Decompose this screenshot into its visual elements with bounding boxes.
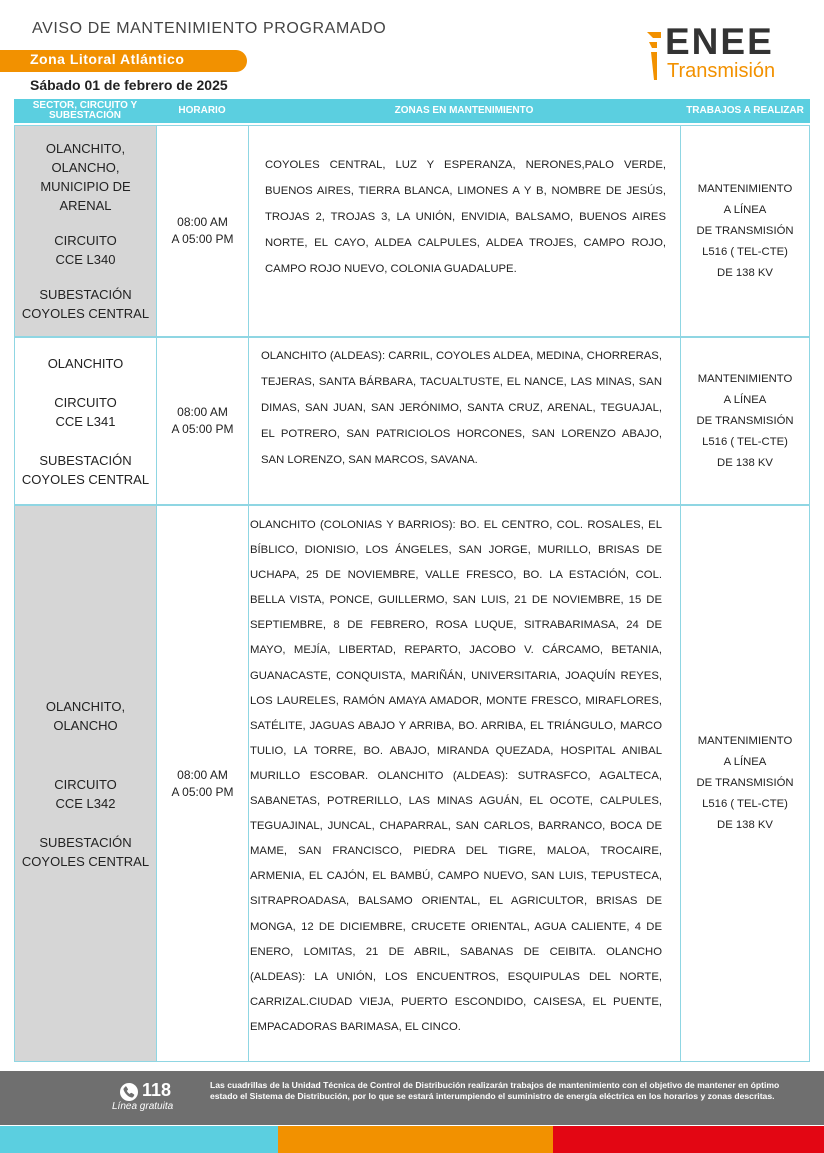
circuito-code: CCE L340 [55, 252, 116, 267]
trabajos-line: DE TRANSMISIÓN [696, 414, 794, 427]
horario-start: 08:00 AM [177, 767, 228, 782]
circuito-label: CIRCUITO [54, 394, 117, 410]
trabajos-line: DE TRANSMISIÓN [696, 224, 794, 237]
trabajos-line: L516 ( TEL-CTE) [702, 798, 788, 810]
header-sector-line1: SECTOR, CIRCUITO Y [32, 100, 138, 111]
trabajos-line: MANTENIMIENTO [697, 182, 793, 195]
header-zonas: ZONAS EN MANTENIMIENTO [394, 105, 534, 116]
notice-date: Sábado 01 de febrero de 2025 [30, 77, 228, 93]
horario-end: A 05:00 PM [171, 232, 234, 246]
horario-cell [156, 337, 249, 505]
hotline-number: 118 [142, 1080, 172, 1100]
trabajos-line: DE 138 KV [717, 266, 773, 279]
footer-bar-cyan [0, 1126, 278, 1153]
header-sector [14, 99, 156, 123]
zonas-cell: COYOLES CENTRAL, LUZ Y ESPERANZA, NERONES,PALO VERDE, BUENOS AIRES, TIERRA BLANCA, LIMONES A Y B, NOMBRE DE JESÚS, TROJAS 2, TROJAS 3, LA UNIÓN, ENVIDIA, BALSAMO, BUENOS AIRES NORTE, EL CAYO, ALDEA CALPULES, ALDEA TROJES, CAMPO ROJO, CAMPO ROJO NUEVO, COLONIA GUADALUPE. [248, 125, 681, 337]
subestacion-name: COYOLES CENTRAL [21, 306, 150, 321]
header-trabajos: TRABAJOS A REALIZAR [686, 105, 804, 116]
circuito-label: CIRCUITO [54, 776, 117, 792]
trabajos-line: A LÍNEA [723, 393, 767, 406]
trabajos-line: MANTENIMIENTO [697, 735, 793, 747]
horario-end: A 05:00 PM [171, 784, 234, 799]
hotline-label: Línea gratuita [112, 1101, 174, 1112]
subestacion-label: SUBESTACIÓN [39, 834, 132, 850]
trabajos-line: L516 ( TEL-CTE) [702, 435, 788, 448]
horario-cell [156, 505, 249, 1062]
page-title: AVISO DE MANTENIMIENTO PROGRAMADO [32, 20, 387, 37]
sector-line: OLANCHITO, [45, 698, 126, 714]
table-header [14, 99, 810, 123]
footer-bar-red [553, 1126, 824, 1153]
subestacion-label: SUBESTACIÓN [39, 452, 132, 468]
footer-bar-orange [278, 1126, 553, 1153]
subestacion-label: SUBESTACIÓN [39, 287, 132, 302]
horario-start: 08:00 AM [177, 215, 228, 229]
sector-cell [14, 505, 157, 1062]
table-row [14, 337, 810, 505]
table-row [14, 505, 810, 1062]
circuito-code: CCE L341 [55, 413, 116, 429]
logo-transmision-text: Transmisión [667, 60, 776, 82]
logo-enee-text: ENEE [665, 21, 774, 62]
horario-start: 08:00 AM [177, 405, 228, 419]
horario-cell [156, 125, 249, 337]
trabajos-cell [680, 505, 810, 1062]
sector-line: ARENAL [59, 198, 112, 213]
trabajos-line: A LÍNEA [723, 203, 767, 216]
sector-line: MUNICIPIO DE [40, 179, 131, 194]
zonas-cell: OLANCHITO (COLONIAS Y BARRIOS): BO. EL CENTRO, COL. ROSALES, EL BÍBLICO, DIONISIO, LOS ÁNGELES, SAN JORGE, MURILLO, BRISAS DE UCHAPA, 25 DE NOVIEMBRE, VALLE FRESCO, BO. LA ESTACIÓN, COL. BELLA VISTA, PONCE, GUILLERMO, SAN LUIS, 21 DE NOVIEMBRE, 15 DE SEPTIEMBRE, 8 DE FEBRERO, ROSA LUQUE, SITRABARIMASA, 24 DE MAYO, MEJÍA, LIBERTAD, REPARTO, JACOBO V. CÁRCAMO, BETANIA, GUANACASTE, CONQUISTA, MARIÑÁN, UNIVERSITARIA, JOAQUÍN REYES, LOS LAURELES, RAMÓN AMAYA AMADOR, MONTE FRESCO, MIRAFLORES, SATÉLITE, JAGUAS ABAJO Y ARRIBA, BO. ARRIBA, EL TRIÁNGULO, MARCO TULIO, LA TORRE, BO. ABAJO, MIRANDA QUEZADA, HOSPITAL ANIBAL MURILLO ESCOBAR. OLANCHITO (ALDEAS): SUTRASFCO, AGALTECA, SABANETAS, POTRERILLO, LAS MINAS AGUÁN, EL OCOTE, CALPULES, TEGUAJINAL, JUNCAL, CHAPARRAL, SAN CARLOS, BARRANCO, BOCA DE MAME, SAN FRANCISCO, PIEDRA DEL TIGRE, MALOA, TROCAIRE, ARMENIA, EL CAJÓN, EL BAMBÚ, CAMPO NUEVO, SAN LUIS, TEPUSTECA, SITRAPROADASA, BALSAMO ORIENTAL, EL AGRICULTOR, BRISAS DE MONGA, 12 DE DICIEMBRE, CRUCETE ORIENTAL, AGUA CALIENTE, 4 DE ENERO, LOMITAS, 21 DE ABRIL, SABANAS DE CEIBITA. OLANCHO (ALDEAS): LA UNIÓN, LOS ENCUENTROS, ESQUIPULAS DEL NORTE, CARRIZAL.CIUDAD VIEJA, PUERTO ESCONDIDO, CAISESA, EL PUENTE, EMPACADORAS BARIMASA, EL CINCO. [248, 505, 681, 1062]
horario-end: A 05:00 PM [171, 422, 234, 436]
circuito-code: CCE L342 [55, 795, 116, 811]
trabajos-line: MANTENIMIENTO [697, 372, 793, 385]
trabajos-cell [680, 337, 810, 505]
sector-line: OLANCHO, [51, 160, 120, 175]
footer-notice: Las cuadrillas de la Unidad Técnica de Control de Distribución realizarán trabajos de mantenimiento con el objetivo de mantener en óptimo estado el Sistema de Distribución, por lo que se estará interumpiendo el suministro de energía eléctrica en los horarios y zonas descritas. [210, 1080, 780, 1102]
zonas-cell: OLANCHITO (ALDEAS): CARRIL, COYOLES ALDEA, MEDINA, CHORRERAS, TEJERAS, SANTA BÁRBARA, TACUALTUSTE, EL NANCE, LAS MINAS, SAN DIMAS, SAN JUAN, SAN JERÓNIMO, SANTA CRUZ, ARENAL, TEGUAJAL, EL POTRERO, SAN PATRICIOLOS HORCONES, SAN LORENZO ABAJO, SAN LORENZO, SAN MARCOS, SAVANA. [248, 337, 681, 505]
enee-logo [645, 21, 810, 84]
subestacion-name: COYOLES CENTRAL [21, 853, 150, 869]
trabajos-line: A LÍNEA [723, 756, 767, 768]
zone-label: Zona Litoral Atlántico [30, 51, 185, 67]
sector-line: OLANCHO [53, 717, 118, 733]
header-sector-line2: SUBESTACIÓN [48, 110, 122, 121]
logo-tower-icon [645, 30, 663, 80]
trabajos-line: DE 138 KV [717, 819, 773, 831]
sector-cell [14, 125, 157, 337]
table-row [14, 125, 810, 337]
circuito-label: CIRCUITO [54, 233, 117, 248]
sector-line: OLANCHITO [47, 355, 124, 371]
sector-line: OLANCHITO, [45, 141, 126, 156]
sector-cell [14, 337, 157, 505]
trabajos-line: L516 ( TEL-CTE) [702, 245, 788, 258]
trabajos-line: DE 138 KV [717, 456, 773, 469]
trabajos-line: DE TRANSMISIÓN [696, 777, 794, 789]
trabajos-cell [680, 125, 810, 337]
phone-icon [120, 1083, 138, 1101]
header-horario: HORARIO [178, 105, 226, 116]
subestacion-name: COYOLES CENTRAL [21, 471, 150, 487]
